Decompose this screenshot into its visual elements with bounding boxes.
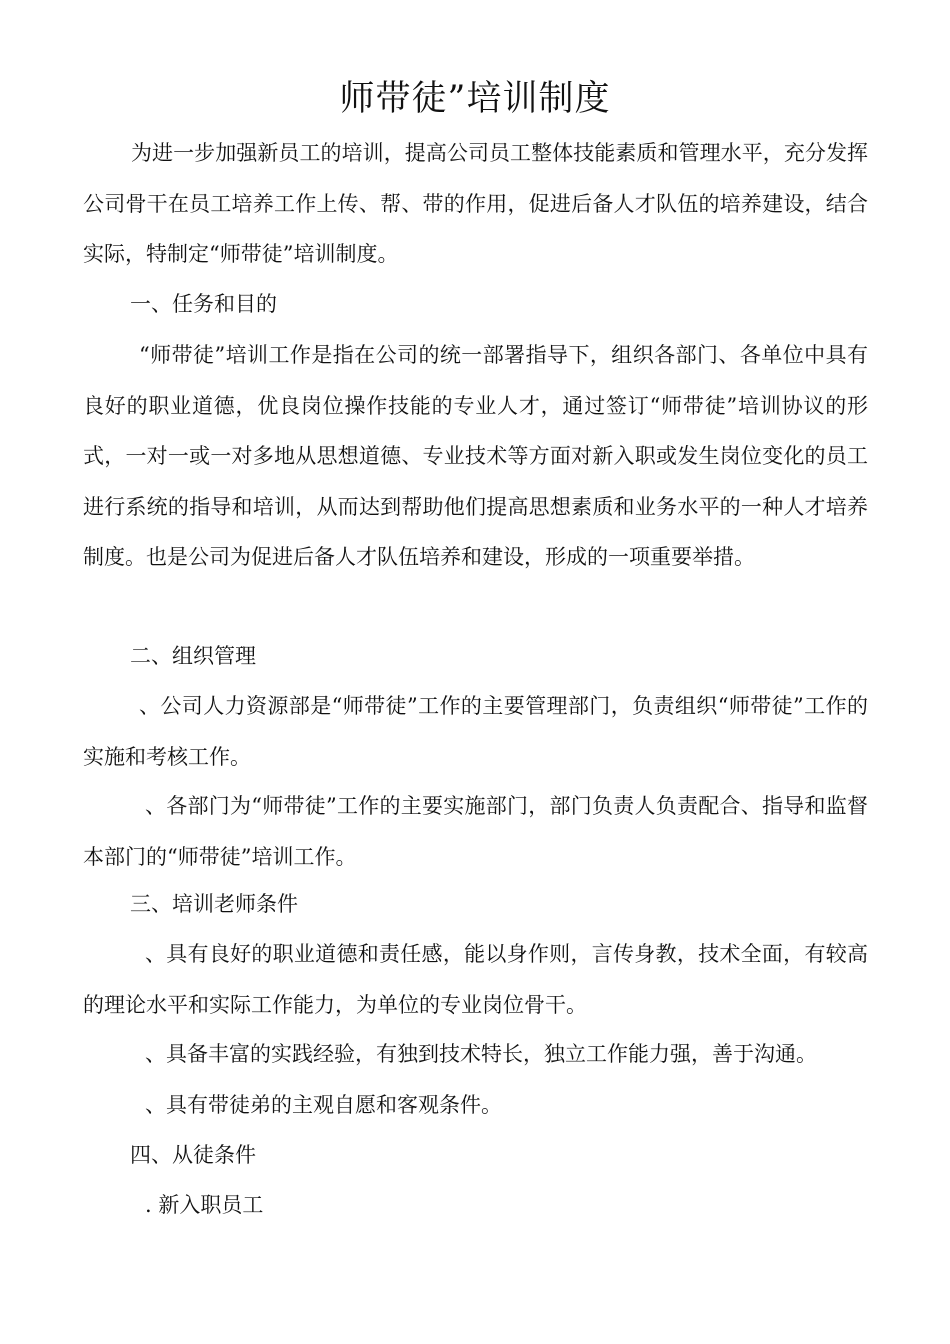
section-2-paragraph-1: 、公司人力资源部是“师带徒”工作的主要管理部门，负责组织“师带徒”工作的实施和考核工作。 <box>83 694 868 769</box>
section-heading-4: 四、从徒条件 <box>130 1143 256 1167</box>
section-2-paragraph-2: 、各部门为“师带徒”工作的主要实施部门，部门负责人负责配合、指导和监督本部门的“师带徒”培训工作。 <box>83 794 868 869</box>
section-1-paragraph-1: “师带徒”培训工作是指在公司的统一部署指导下，组织各部门、各单位中具有良好的职业道德，优良岗位操作技能的专业人才，通过签订“师带徒”培训协议的形式，一对一或一对多地从思想道德、专业技术等方面对新入职或发生岗位变化的员工进行系统的指导和培训，从而达到帮助他们提高思想素质和业务水平的一种人才培养制度。也是公司为促进后备人才队伍培养和建设，形成的一项重要举措。 <box>83 343 868 569</box>
document-title: 师带徒”培训制度 <box>339 79 611 119</box>
intro-paragraph: 为进一步加强新员工的培训，提高公司员工整体技能素质和管理水平，充分发挥公司骨干在员工培养工作上传、帮、带的作用，促进后备人才队伍的培养建设，结合实际，特制定“师带徒”培训制度。 <box>83 141 868 266</box>
section-4-paragraph-1: . 新入职员工 <box>145 1193 264 1217</box>
section-3-paragraph-3: 、具有带徒弟的主观自愿和客观条件。 <box>145 1093 502 1117</box>
section-heading-2: 二、组织管理 <box>130 644 256 668</box>
section-heading-3: 三、培训老师条件 <box>130 892 298 916</box>
section-3-paragraph-2: 、具备丰富的实践经验，有独到技术特长，独立工作能力强，善于沟通。 <box>145 1042 817 1066</box>
section-heading-1: 一、任务和目的 <box>130 292 277 316</box>
section-3-paragraph-1: 、具有良好的职业道德和责任感，能以身作则，言传身教，技术全面，有较高的理论水平和实际工作能力，为单位的专业岗位骨干。 <box>83 942 868 1017</box>
